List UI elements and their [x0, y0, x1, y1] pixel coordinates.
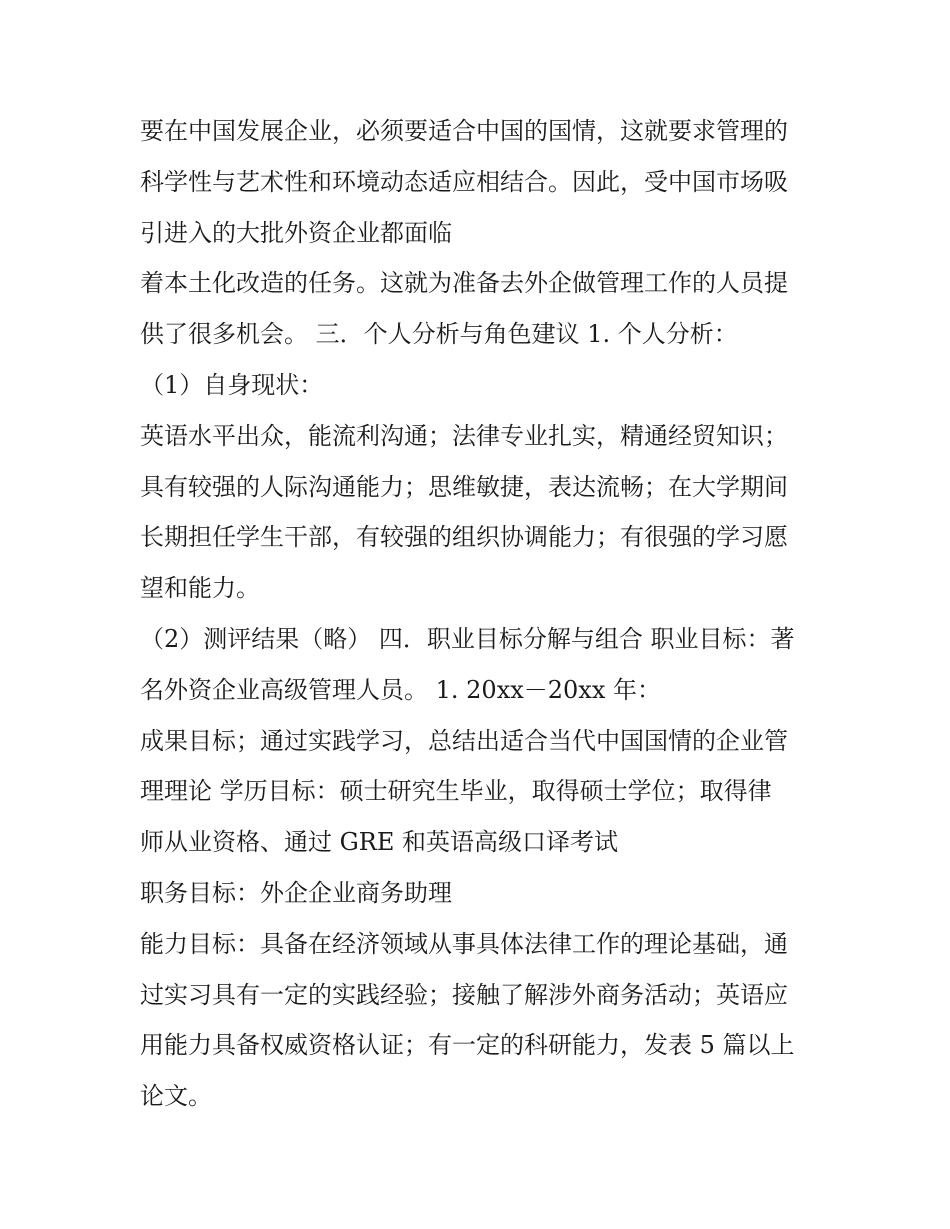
text-line-17: 能力目标：具备在经济领域从事具体法律工作的理论基础，通 [140, 929, 788, 958]
text-line-20: 论文。 [140, 1082, 212, 1111]
text-line-4: 着本土化改造的任务。这就为准备去外企做管理工作的人员提 [140, 269, 788, 298]
text-line-19: 用能力具备权威资格认证；有一定的科研能力，发表 5 篇以上 [140, 1031, 795, 1060]
text-line-10: 望和能力。 [140, 574, 260, 603]
document-body [140, 106, 820, 1122]
text-line-6: （1）自身现状： [140, 370, 324, 399]
text-line-11: （2）测评结果（略） 四．职业目标分解与组合 职业目标：著 [140, 624, 795, 653]
text-line-12: 名外资企业高级管理人员。 1. 20xx－20xx 年： [140, 675, 662, 704]
text-line-15: 师从业资格、通过 GRE 和英语高级口译考试 [140, 828, 619, 857]
text-line-1: 要在中国发展企业，必须要适合中国的国情，这就要求管理的 [140, 117, 788, 145]
text-line-14: 理理论 学历目标：硕士研究生毕业，取得硕士学位；取得律 [140, 777, 772, 806]
text-line-3: 引进入的大批外资企业都面临 [140, 218, 452, 247]
text-line-2: 科学性与艺术性和环境动态适应相结合。因此，受中国市场吸 [140, 167, 788, 196]
text-line-8: 具有较强的人际沟通能力；思维敏捷，表达流畅；在大学期间 [140, 472, 788, 501]
text-line-13: 成果目标；通过实践学习，总结出适合当代中国国情的企业管 [140, 726, 788, 755]
text-line-18: 过实习具有一定的实践经验；接触了解涉外商务活动；英语应 [140, 980, 788, 1009]
text-line-7: 英语水平出众，能流利沟通；法律专业扎实，精通经贸知识； [140, 421, 788, 450]
text-line-5: 供了很多机会。 三．个人分析与角色建议 1. 个人分析： [140, 320, 738, 349]
text-line-9: 长期担任学生干部，有较强的组织协调能力；有很强的学习愿 [140, 523, 788, 552]
text-line-16: 职务目标：外企企业商务助理 [140, 878, 452, 907]
